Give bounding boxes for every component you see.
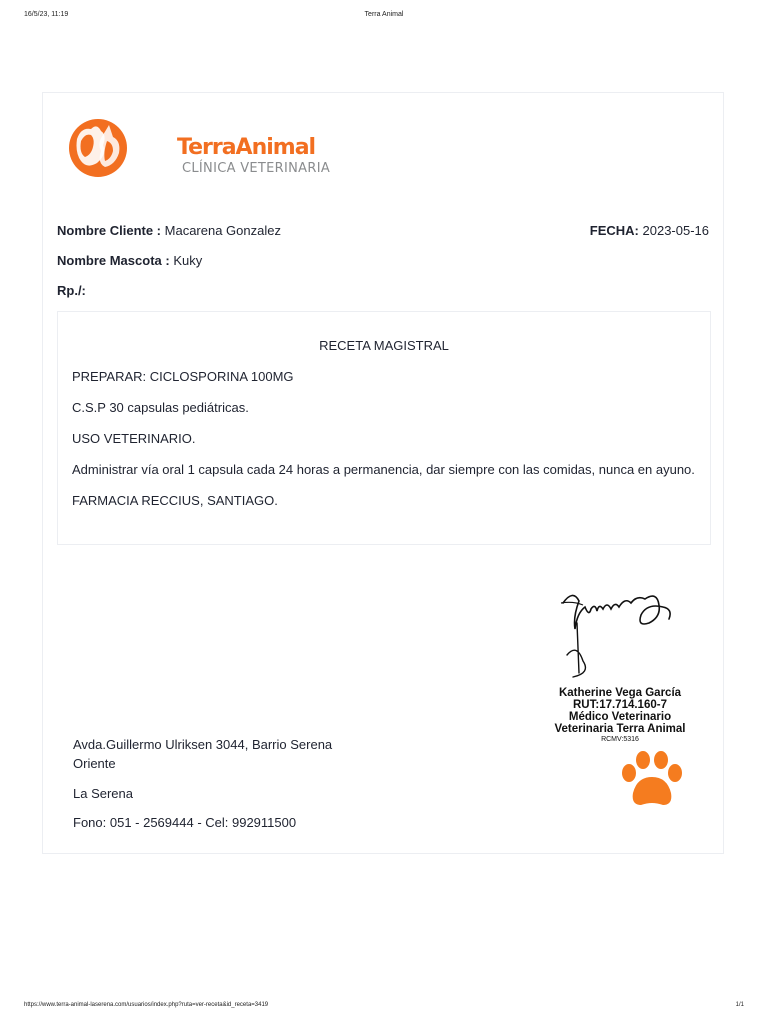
prescription-line: USO VETERINARIO.	[72, 431, 196, 446]
brand-name: TerraAnimal	[177, 135, 316, 160]
prescription-line: FARMACIA RECCIUS, SANTIAGO.	[72, 493, 278, 508]
prescription-line: C.S.P 30 capsulas pediátricas.	[72, 400, 249, 415]
signature-block	[533, 573, 707, 751]
rp-label	[57, 283, 86, 298]
print-page-title: Terra Animal	[364, 11, 404, 18]
vet-rcmv: RCMV:5316	[601, 736, 639, 743]
vet-clinic: Veterinaria Terra Animal	[554, 723, 686, 735]
client-name-row	[57, 223, 281, 238]
clinic-logo	[67, 117, 347, 181]
date-row	[590, 223, 709, 238]
handwritten-signature-icon	[533, 573, 707, 683]
print-url: https://www.terra-animal-laserena.com/usuarios/index.php?ruta=ver-receta&id_receta=3419	[24, 1002, 269, 1008]
prescription-line: Administrar vía oral 1 capsula cada 24 horas a permanencia, dar siempre con las comidas, nunca en ayuno.	[72, 462, 695, 477]
clinic-city: La Serena	[73, 786, 133, 801]
print-datetime: 16/5/23, 11:19	[24, 11, 69, 18]
print-page-number: 1/1	[735, 1002, 744, 1008]
brand-subtitle: CLÍNICA VETERINARIA	[182, 161, 331, 176]
rp-label-text: Rp./:	[57, 283, 86, 298]
prescription-box	[57, 311, 711, 545]
vet-name: Katherine Vega García	[558, 687, 682, 699]
date-label: FECHA:	[589, 223, 639, 238]
vet-rut: RUT:17.714.160-7	[573, 699, 667, 711]
prescription-card	[42, 92, 724, 854]
clinic-address: Avda.Guillermo Ulriksen 3044, Barrio Serena Oriente	[73, 737, 333, 771]
paw-print-icon	[619, 751, 685, 811]
client-name-label: Nombre Cliente :	[57, 223, 162, 238]
clinic-phone: Fono: 051 - 2569444 - Cel: 992911500	[73, 815, 297, 830]
pet-name-value: Kuky	[173, 253, 203, 268]
prescription-line: PREPARAR: CICLOSPORINA 100MG	[72, 369, 294, 384]
pet-name-label: Nombre Mascota :	[57, 253, 170, 268]
cat-dog-logo-icon	[67, 117, 129, 179]
date-value: 2023-05-16	[642, 223, 709, 238]
vet-role: Médico Veterinario	[568, 711, 672, 723]
client-name-value: Macarena Gonzalez	[164, 223, 281, 238]
prescription-title: RECETA MAGISTRAL	[319, 338, 449, 353]
pet-name-row	[57, 253, 202, 268]
